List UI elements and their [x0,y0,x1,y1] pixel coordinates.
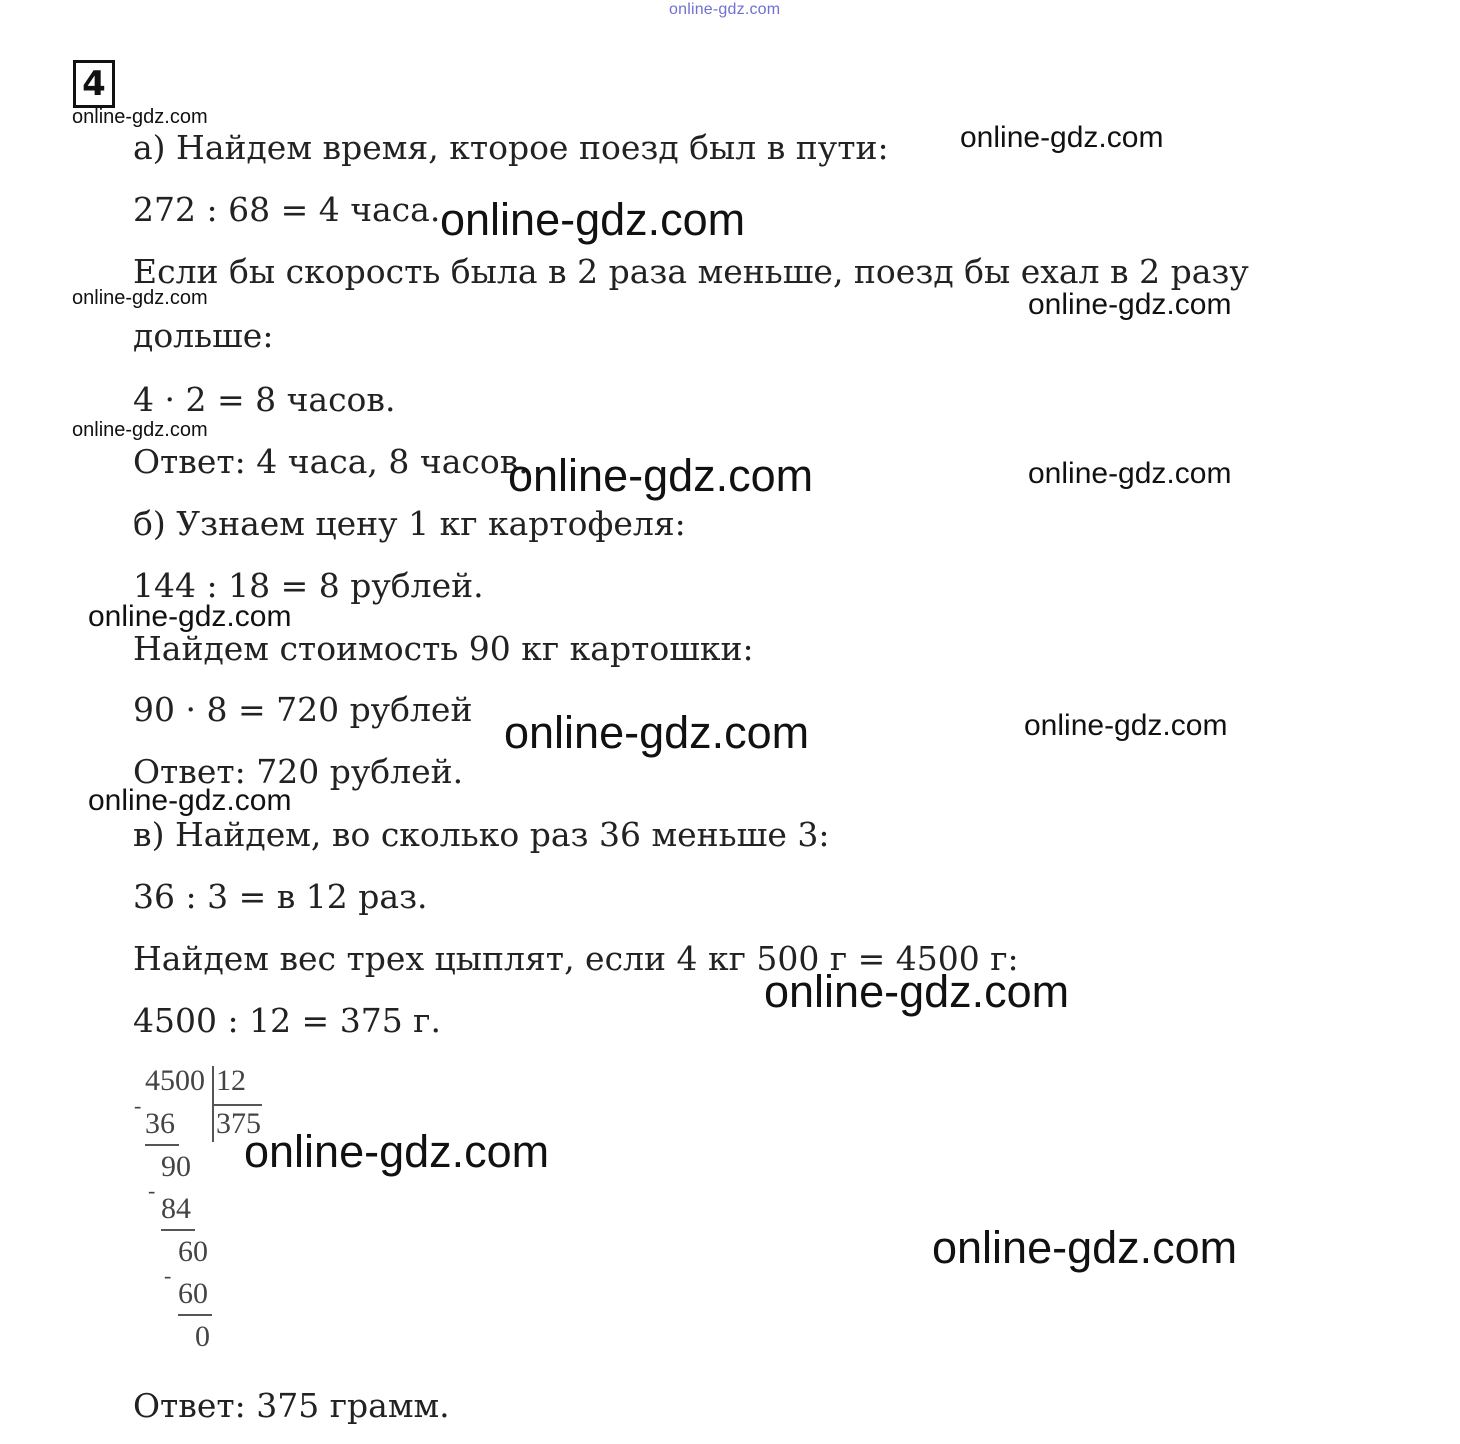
minus-sign: - [164,1263,172,1288]
division-step-line [178,1314,212,1316]
text-line: Если бы скорость была в 2 раза меньше, поезд бы ехал в 2 разу [133,252,1249,291]
minus-sign: - [134,1093,142,1118]
watermark: online-gdz.com [504,707,810,758]
division-quotient: 375 [216,1107,261,1140]
division-divisor: 12 [216,1064,246,1097]
text-line: дольше: [133,316,274,355]
watermark: online-gdz.com [440,194,746,245]
watermark: online-gdz.com [932,1222,1238,1273]
watermark: online-gdz.com [244,1126,550,1177]
watermark: online-gdz.com [72,106,208,128]
text-line: а) Найдем время, кторое поезд был в пути: [133,128,889,167]
text-line: 36 : 3 = в 12 раз. [133,877,428,916]
division-step: 84 [161,1192,191,1225]
division-step: 60 [178,1235,208,1268]
task-number: 4 [73,60,115,108]
text-line: Ответ: 720 рублей. [133,752,464,791]
text-line: 272 : 68 = 4 часа. [133,190,441,229]
division-step-line [145,1144,179,1146]
watermark: online-gdz.com [1024,709,1228,742]
division-quotient-bar [214,1104,262,1106]
source-mark: online-gdz.com [669,1,781,18]
text-line: 4500 : 12 = 375 г. [133,1001,441,1040]
watermark: online-gdz.com [508,450,814,501]
text-line: б) Узнаем цену 1 кг картофеля: [133,504,686,543]
text-line: Ответ: 4 часа, 8 часов. [133,442,529,481]
watermark: online-gdz.com [88,784,292,817]
text-line: в) Найдем, во сколько раз 36 меньше 3: [133,815,830,854]
division-step-line [161,1229,195,1231]
text-line: 90 · 8 = 720 рублей [133,690,473,729]
division-dividend: 4500 [145,1064,205,1097]
minus-sign: - [148,1178,156,1203]
watermark: online-gdz.com [960,121,1164,154]
division-step: 90 [161,1150,191,1183]
text-line: Ответ: 375 грамм. [133,1386,450,1425]
watermark: online-gdz.com [72,419,208,441]
division-step: 60 [178,1277,208,1310]
text-line: Найдем вес трех цыплят, если 4 кг 500 г = 4500 г: [133,939,1019,978]
division-step: 36 [145,1107,175,1140]
watermark: online-gdz.com [88,600,292,633]
text-line: Найдем стоимость 90 кг картошки: [133,629,754,668]
watermark: online-gdz.com [764,966,1070,1017]
text-line: 4 · 2 = 8 часов. [133,380,396,419]
watermark: online-gdz.com [1028,457,1232,490]
division-step: 0 [195,1320,210,1353]
watermark: online-gdz.com [72,287,208,309]
watermark: online-gdz.com [1028,288,1232,321]
text-line: 144 : 18 = 8 рублей. [133,566,484,605]
